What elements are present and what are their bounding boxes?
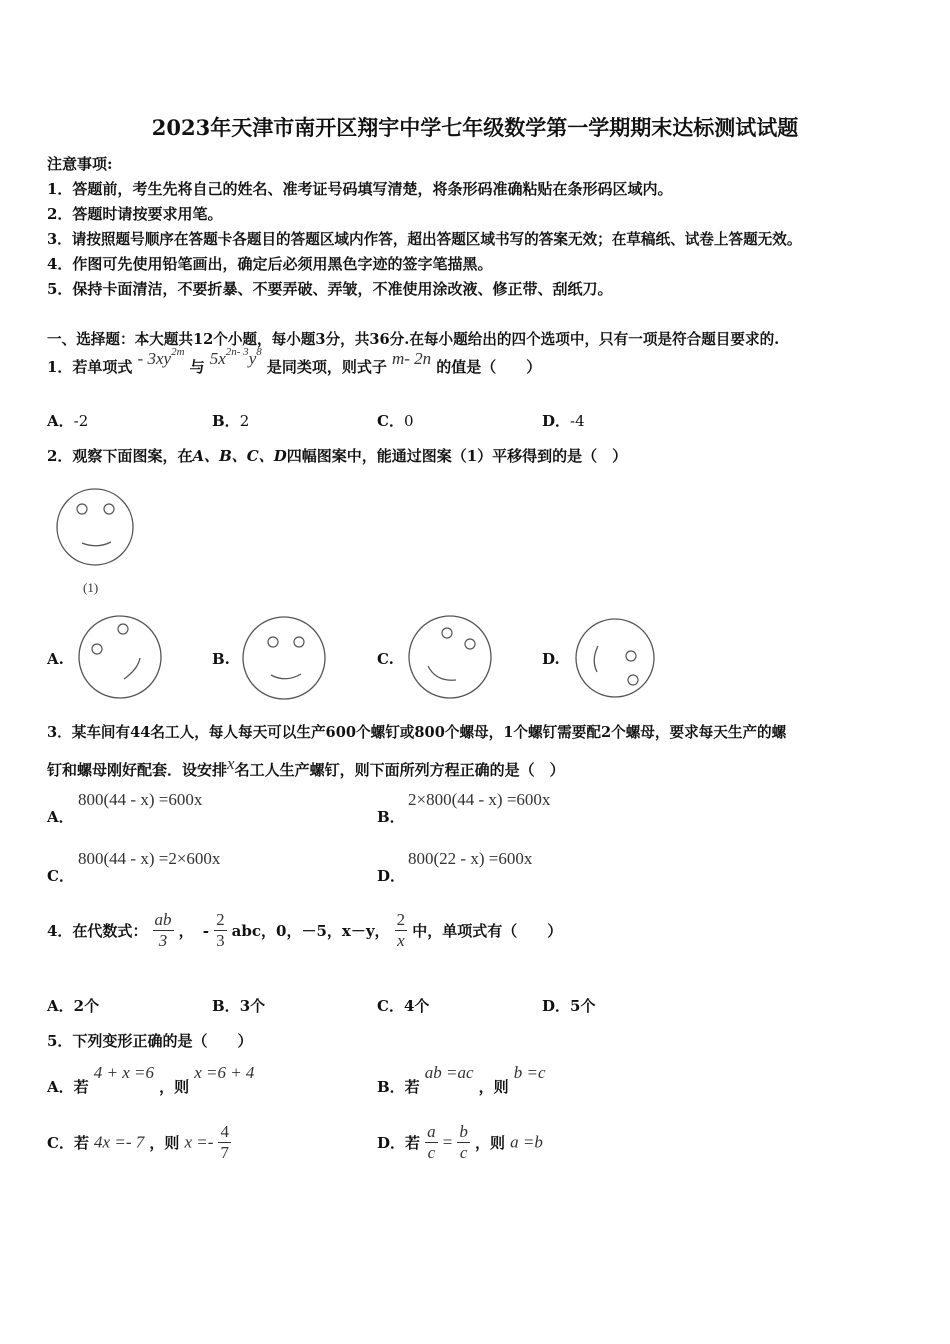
q5-fraction-a-over-c: $\frac{a}{c}$ [427,1122,436,1162]
question-5: 5．下列变形正确的是（ ） [47,1032,253,1050]
q3-option-b-equation: 2×800(44 - x) =600x [408,790,551,809]
q3-option-d-label: D． [377,867,406,885]
notice-item: 3．请按照题号顺序在答题卡各题目的答题区域内作答，超出答题区域书写的答案无效；在草稿纸、试卷上答题无效。 [47,231,802,248]
q3-option-a-label: A． [47,808,74,826]
q5-fraction-b-over-c: $\frac{b}{c}$ [459,1122,468,1162]
q2-option-c-label: C. [377,650,394,668]
q1-mid: 与 [189,358,205,376]
question-1 [47,346,542,377]
notice-heading: 注意事项: [47,155,113,173]
q1-term1: - $3xy^{2m}$ [137,346,185,368]
notice-item: 2．答题时请按要求用笔。 [47,205,223,223]
notice-item: 5．保持卡面清洁，不要折暴、不要弄破、弄皱，不准使用涂改液、修正带、刮纸刀。 [47,280,613,298]
q1-option-c: C．0 [377,412,414,430]
q3-option-c-equation: 800(44 - x) =2×600x [78,849,221,868]
q1-option-d: D．-4 [542,412,585,430]
q4-option-a: A．2个 [47,997,100,1015]
question-2: 2．观察下面图案，在A、B、C、D四幅图案中，能通过图案（1）平移得到的是（ ） [47,447,628,465]
page-title: 2023年天津市南开区翔宇中学七年级数学第一学期期末达标测试试题 [151,115,799,140]
q5-fraction-4-over-7: $\frac{4}{7}$ [220,1122,229,1162]
q1-mid2: 是同类项，则式子 [266,358,387,376]
q2-option-b-label: B. [212,650,230,668]
q3-option-b-label: B． [377,808,405,826]
smiley-face-option-d [573,614,663,704]
smiley-face-figure-1 [52,485,142,575]
q2-option-d-label: D. [542,650,560,668]
q4-option-b: B．3个 [212,997,266,1015]
notice-item: 1．答题前，考生先将自己的姓名、准考证号码填写清楚，将条形码准确粘贴在条形码区域内。 [47,180,673,198]
q1-prefix: 1．若单项式 [47,358,133,376]
q3-option-a-equation: 800(44 - x) =600x [78,790,203,809]
smiley-face-option-b [240,615,330,705]
q5-option-a: A．若 4 + x =6 ，则 x =6 + 4 [47,1063,255,1096]
section-heading: 一、选择题：本大题共12个小题，每小题3分，共36分.在每小题给出的四个选项中，只有一项是符合题目要求的. [47,331,780,348]
question-3-line-1: 3．某车间有44名工人，每人每天可以生产600个螺钉或800个螺母，1个螺钉需要配2个螺母，要求每天生产的螺 [47,724,787,741]
q2-option-a-label: A. [47,650,64,668]
q1-term2: $5x^{2n- 3}y^8$ [209,346,262,368]
q5-option-d: D．若 $\frac{a}{c}$ = $\frac{b}{c}$ ，则 a =b [377,1122,543,1162]
q1-suffix: 的值是（ ） [436,358,542,376]
q1-expression: m- 2n [391,349,432,368]
q4-option-d: D．5个 [542,997,596,1015]
q4-fraction-2-over-x: $\frac{2}{x}$ [396,910,406,950]
figure-1-label: (1) [83,580,99,595]
notice-item: 4．作图可先使用铅笔画出，确定后必须用黑色字迹的签字笔描黑。 [47,255,493,273]
question-4: 4．在代数式： $\frac{ab}{3}$ ， - $\frac{2}{3}$ abc，0，－5，x－y， $\frac{2}{x}$ 中，单项式有（ ） [47,910,563,950]
q3-option-c-label: C． [47,867,74,885]
q5-option-c: C．若 4x =- 7 ，则 x =- $\frac{4}{7}$ [47,1122,229,1162]
q1-option-b: B．2 [212,412,250,430]
q4-option-c: C．4个 [377,997,430,1015]
q5-option-b: B．若 ab =ac ，则 b =c [377,1063,546,1096]
smiley-face-option-a [76,614,166,704]
question-3-line-2: 钉和螺母刚好配套．设安排x名工人生产螺钉，则下面所列方程正确的是（ ） [47,754,565,779]
q1-option-a: A．-2 [47,412,89,430]
q4-fraction-ab-over-3: $\frac{ab}{3}$ [154,910,172,950]
q3-option-d-equation: 800(22 - x) =600x [408,849,533,868]
q4-fraction-2-over-3: $\frac{2}{3}$ [216,910,225,950]
smiley-face-option-c [406,614,496,704]
